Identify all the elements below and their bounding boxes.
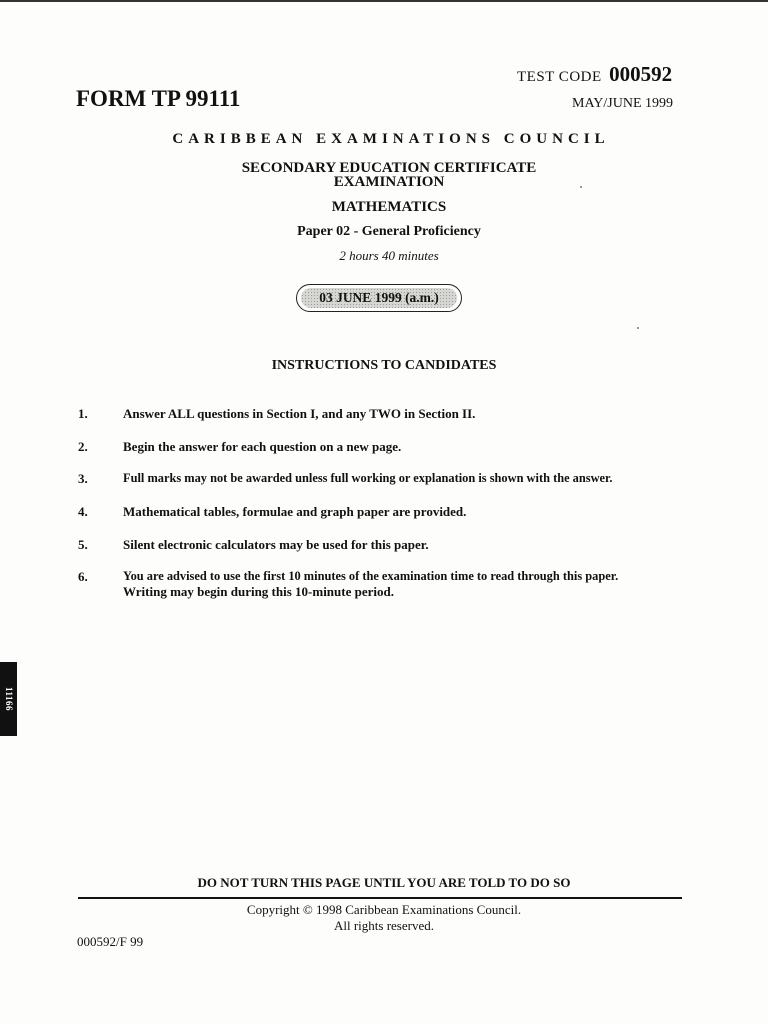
instruction-number: 3.	[78, 471, 88, 486]
scan-speck	[637, 327, 639, 329]
instruction-text: Begin the answer for each question on a new page.	[123, 439, 402, 454]
instruction-text: Full marks may not be awarded unless full working or explanation is shown with the answer.	[123, 471, 613, 485]
instruction-number: 2.	[78, 439, 88, 454]
exam-session: MAY/JUNE 1999	[572, 96, 673, 111]
exam-date: 03 JUNE 1999 (a.m.)	[301, 288, 457, 308]
test-code	[517, 62, 672, 87]
exam-title-line-1: SECONDARY EDUCATION CERTIFICATE	[241, 160, 537, 176]
side-tab-label: 11166	[3, 686, 14, 712]
instruction-text: Mathematical tables, formulae and graph paper are provided.	[123, 504, 467, 519]
paper-title: Paper 02 - General Proficiency	[297, 224, 481, 239]
instruction-text: Answer ALL questions in Section I, and any TWO in Section II.	[123, 406, 476, 421]
council-name: CARIBBEAN EXAMINATIONS COUNCIL	[172, 131, 610, 147]
exam-title-line-2: EXAMINATION	[333, 174, 445, 190]
subject-title: MATHEMATICS	[331, 199, 447, 215]
scan-speck	[580, 186, 582, 188]
instruction-text: Silent electronic calculators may be used for this paper.	[123, 537, 429, 552]
instruction-item	[78, 569, 698, 601]
rights-reserved: All rights reserved.	[333, 918, 434, 933]
footer-code: 000592/F 99	[77, 934, 144, 949]
footer-divider	[78, 897, 682, 899]
top-border-line	[0, 0, 768, 2]
exam-date-badge	[296, 284, 462, 312]
copyright-notice: Copyright © 1998 Caribbean Examinations Council.	[246, 902, 522, 917]
exam-duration: 2 hours 40 minutes	[339, 248, 439, 263]
side-tab	[0, 662, 17, 736]
instruction-text-continued: Writing may begin during this 10-minute period.	[123, 584, 394, 599]
instruction-text: You are advised to use the first 10 minutes of the examination time to read through this paper.	[123, 569, 619, 583]
instruction-number: 4.	[78, 504, 88, 519]
instruction-number: 5.	[78, 537, 88, 552]
instruction-number: 1.	[78, 406, 88, 421]
test-code-value: 000592	[609, 62, 673, 86]
instruction-number: 6.	[78, 569, 88, 584]
do-not-turn-warning: DO NOT TURN THIS PAGE UNTIL YOU ARE TOLD TO DO SO	[197, 875, 571, 890]
test-code-label: TEST CODE	[517, 69, 602, 85]
form-number: FORM TP 99111	[76, 86, 241, 111]
instructions-heading: INSTRUCTIONS TO CANDIDATES	[271, 358, 497, 373]
